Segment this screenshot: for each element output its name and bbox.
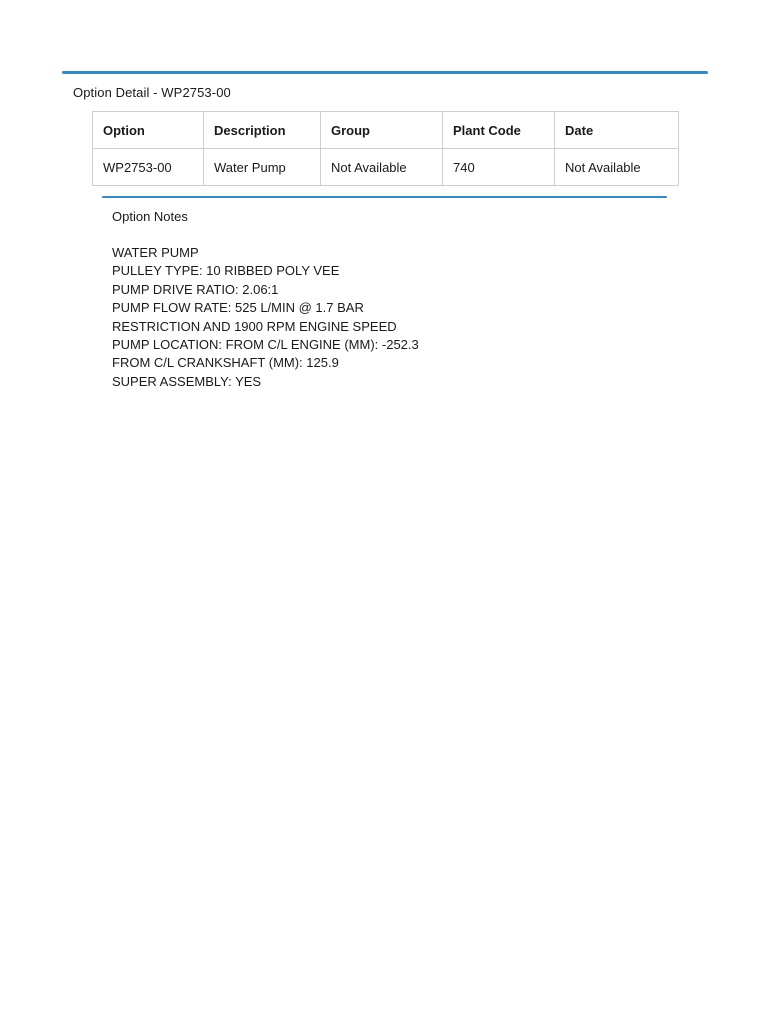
note-line: PUMP FLOW RATE: 525 L/MIN @ 1.7 BAR (112, 300, 364, 316)
table-row (93, 149, 679, 186)
option-notes-title: Option Notes (112, 209, 188, 224)
cell-description: Water Pump (204, 149, 321, 186)
column-header-group: Group (321, 112, 443, 149)
note-line: SUPER ASSEMBLY: YES (112, 373, 262, 389)
option-detail-table (92, 111, 679, 186)
cell-option: WP2753-00 (93, 149, 204, 186)
cell-group: Not Available (321, 149, 443, 186)
note-line: PUMP DRIVE RATIO: 2.06:1 (112, 281, 279, 297)
column-header-description: Description (204, 112, 321, 149)
note-line: FROM C/L CRANKSHAFT (MM): 125.9 (112, 355, 339, 371)
note-line: RESTRICTION AND 1900 RPM ENGINE SPEED (112, 318, 397, 334)
note-line: PUMP LOCATION: FROM C/L ENGINE (MM): -252.3 (112, 337, 419, 353)
section-divider-notes (102, 196, 667, 198)
section-divider-top (62, 71, 708, 74)
table-header-row (93, 112, 679, 149)
option-detail-title: Option Detail - WP2753-00 (73, 85, 231, 100)
note-line: WATER PUMP (112, 245, 199, 260)
column-header-plant-code: Plant Code (443, 112, 555, 149)
option-notes-list (112, 244, 419, 391)
note-line: PULLEY TYPE: 10 RIBBED POLY VEE (112, 263, 340, 279)
cell-plant-code: 740 (443, 149, 555, 186)
cell-date: Not Available (555, 149, 679, 186)
column-header-option: Option (93, 112, 204, 149)
column-header-date: Date (555, 112, 679, 149)
